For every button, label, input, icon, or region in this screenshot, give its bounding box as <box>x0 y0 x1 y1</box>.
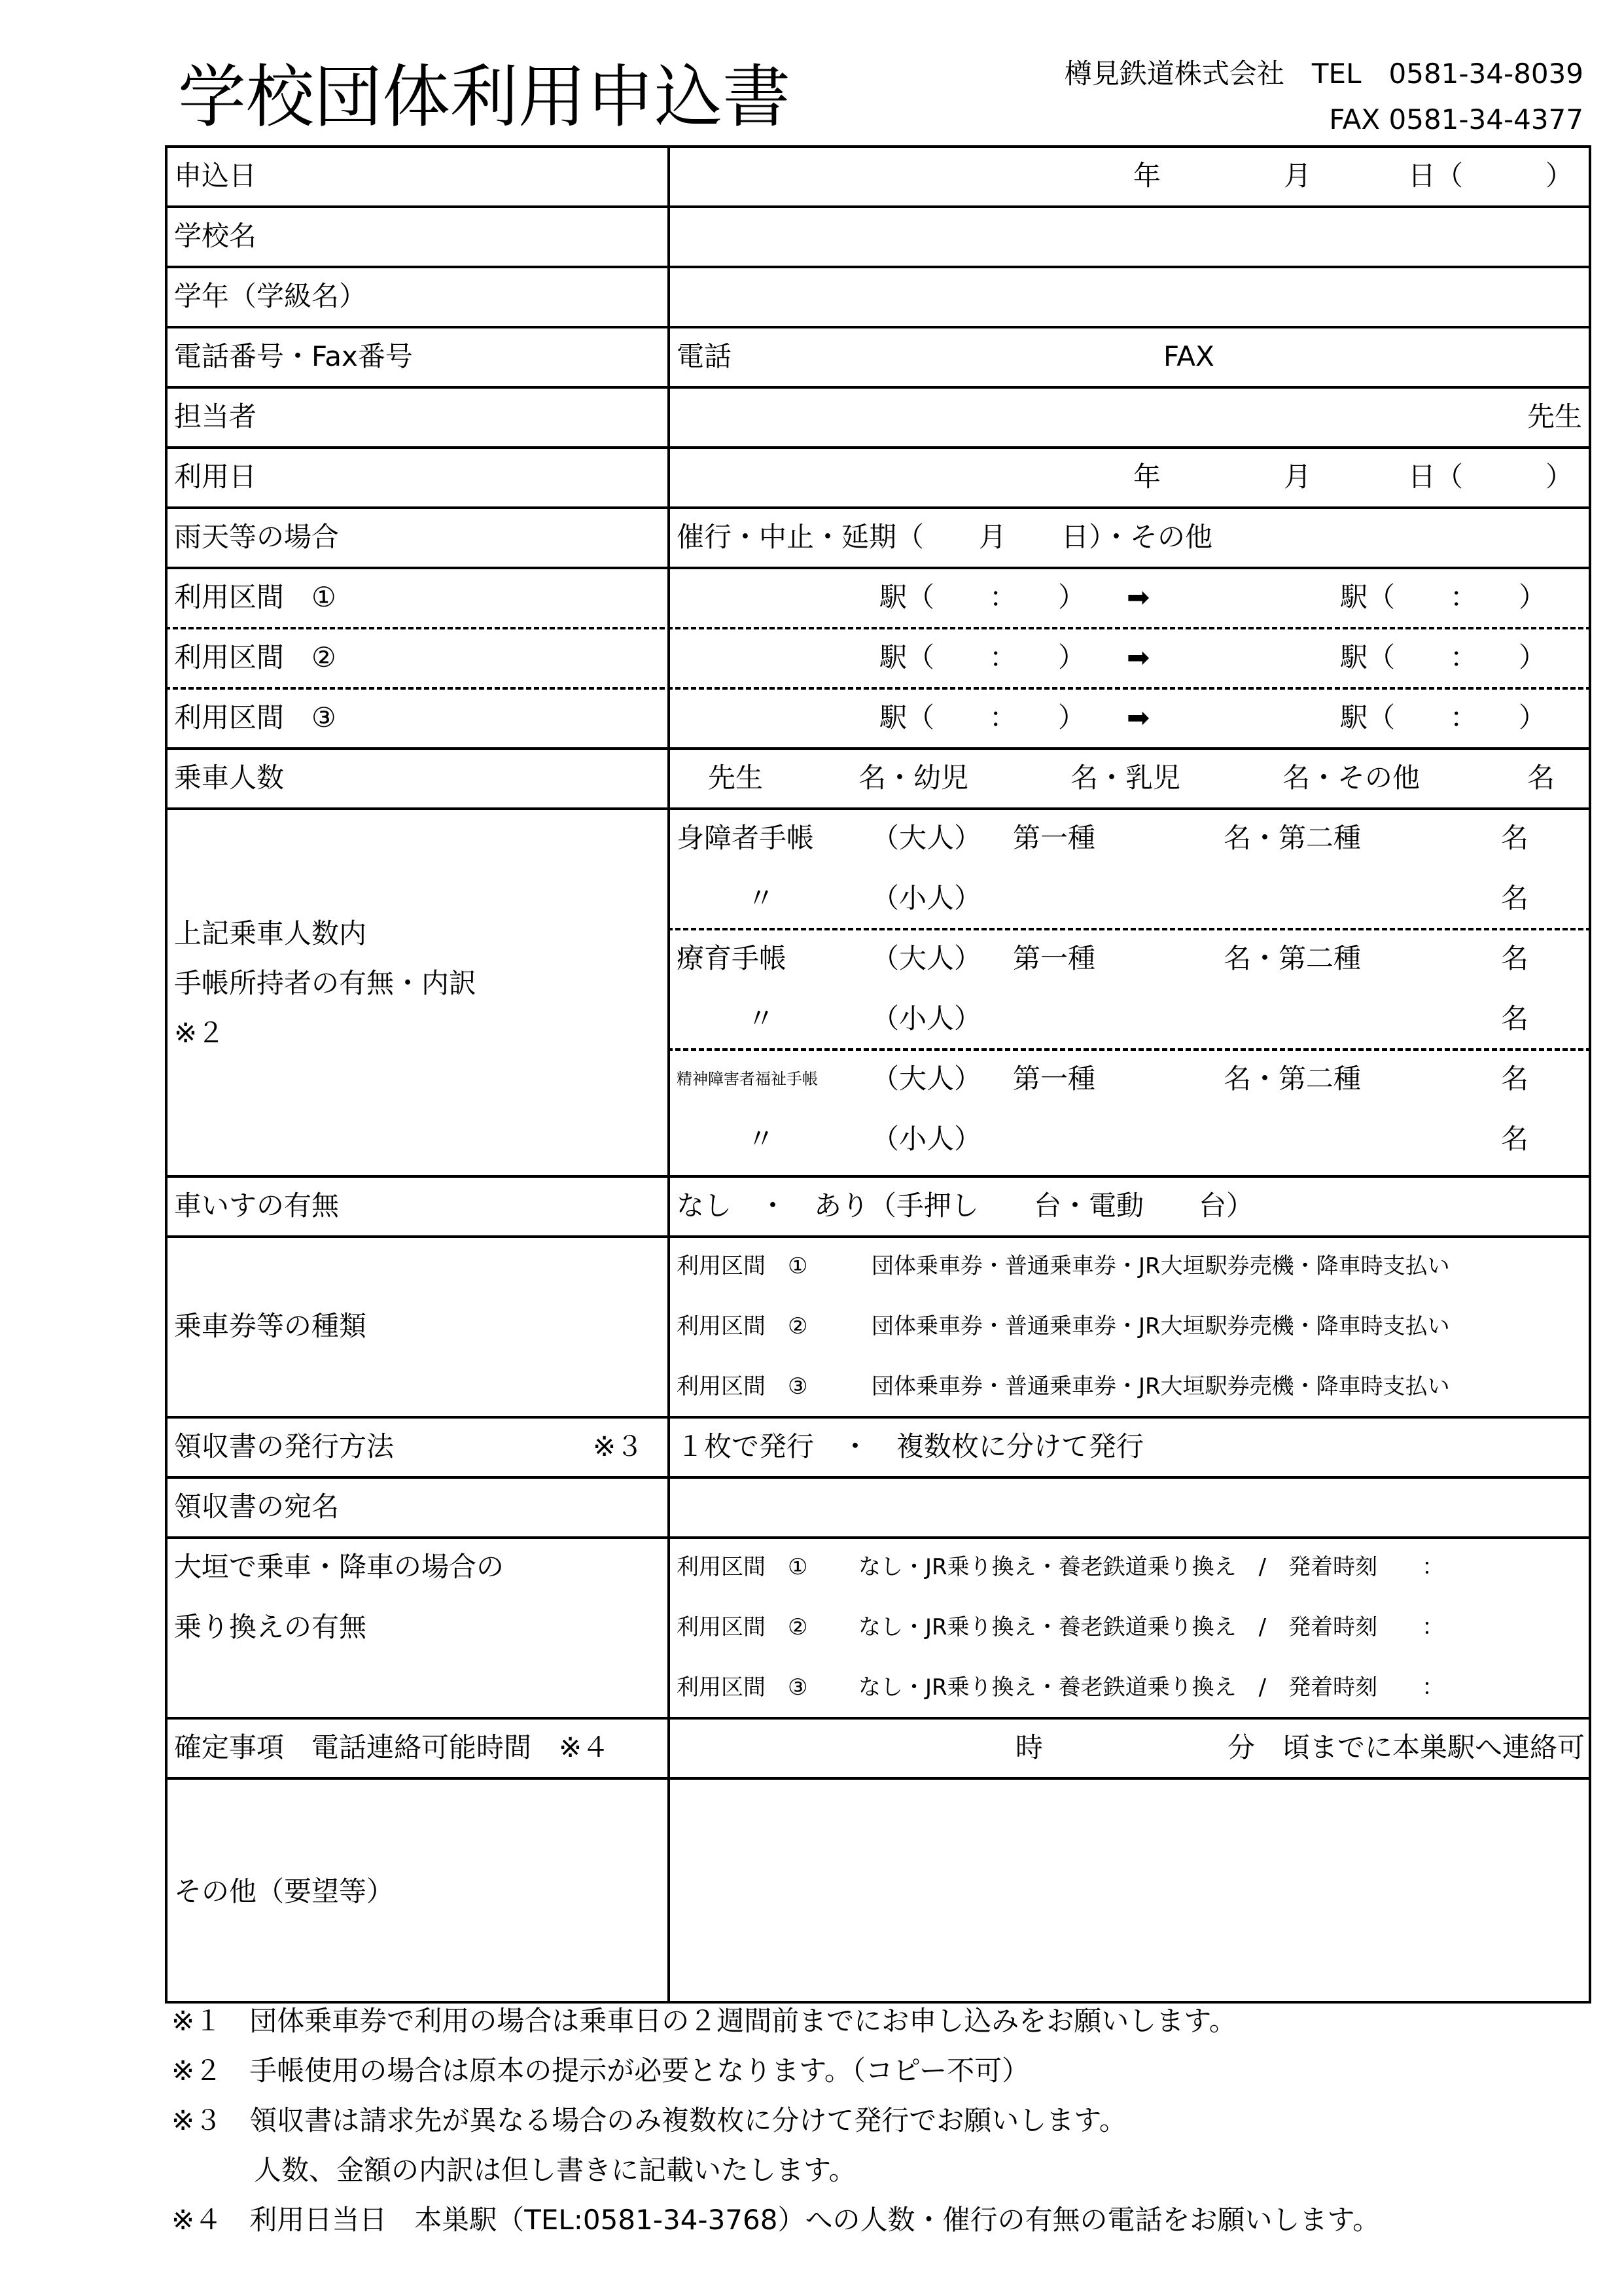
ticket-options-1[interactable]: 団体乗車券・普通乗車券・JR大垣駅券売機・降車時支払い <box>872 1253 1450 1279</box>
phone-fax[interactable]: FAX <box>1163 340 1214 372</box>
rain-label: 雨天等の場合 <box>174 521 340 553</box>
passengers-label: 乗車人数 <box>174 762 285 794</box>
ticket-section-2: 利用区間 ② <box>677 1313 808 1339</box>
confirm-minute[interactable]: 分 頃までに本巣駅へ連絡可 <box>1227 1731 1585 1763</box>
transfer-label-line-1: 大垣で乗車・降車の場合の <box>174 1551 504 1583</box>
wheelchair-options[interactable]: なし ・ あり（手押し 台・電動 台） <box>677 1190 1254 1222</box>
transfer-options-1[interactable]: なし・JR乗り換え・養老鉄道乗り換え / 発着時刻 ： <box>858 1554 1445 1580</box>
app-date-month[interactable]: 月 <box>1284 160 1312 192</box>
handbook-label-line-1: 上記乗車人数内 <box>174 917 367 949</box>
section-3-label: 利用区間 ③ <box>174 701 336 733</box>
other-label: その他（要望等） <box>174 1875 395 1907</box>
receipt-addr-field[interactable] <box>675 1481 1585 1534</box>
passengers-other[interactable]: 名・その他 <box>1282 762 1421 794</box>
footnote-3: ※３ 領収書は請求先が異なる場合のみ複数枚に分けて発行でお願いします。 <box>171 2104 1127 2136</box>
transfer-options-3[interactable]: なし・JR乗り換え・養老鉄道乗り換え / 発着時刻 ： <box>858 1674 1445 1701</box>
section-1-to[interactable]: 駅（ ： ） <box>1340 581 1547 613</box>
handbook-physical-child-end: 名 <box>1501 882 1529 914</box>
receipt-note: ※３ <box>593 1430 644 1462</box>
page-title: 学校団体利用申込書 <box>178 57 791 137</box>
handbook-physical-child-name: 〃 <box>747 882 775 914</box>
passengers-infant[interactable]: 名・幼児 <box>858 762 969 794</box>
person-suffix: 先生 <box>1527 400 1582 433</box>
handbook-mental-child-end: 名 <box>1501 1123 1529 1155</box>
handbook-label-line-3: ※２ <box>174 1017 225 1049</box>
rain-options[interactable]: 催行・中止・延期（ 月 日）・その他 <box>677 521 1213 553</box>
receipt-label: 領収書の発行方法 <box>174 1430 395 1462</box>
passengers-baby[interactable]: 名・乳児 <box>1070 762 1181 794</box>
footnote-1: ※１ 団体乗車券で利用の場合は乗車日の２週間前までにお申し込みをお願いします。 <box>171 2005 1237 2037</box>
other-field[interactable] <box>675 1784 1585 1997</box>
person-label: 担当者 <box>174 400 257 433</box>
handbook-rehab-type2[interactable]: 名・第二種 <box>1224 942 1362 974</box>
section-1-from[interactable]: 駅（ ： ） <box>879 581 1086 613</box>
phone-label: 電話番号・Fax番号 <box>174 340 413 372</box>
use-date-month[interactable]: 月 <box>1284 461 1312 493</box>
handbook-rehab-age: （大人） <box>872 942 982 974</box>
transfer-label-line-2: 乗り換えの有無 <box>174 1611 367 1643</box>
transfer-section-1: 利用区間 ① <box>677 1554 808 1580</box>
handbook-rehab-name: 療育手帳 <box>677 942 787 974</box>
handbook-rehab-type1[interactable]: 第一種 <box>1013 942 1096 974</box>
passengers-end: 名 <box>1527 762 1555 794</box>
handbook-mental-age: （大人） <box>872 1063 982 1095</box>
application-form <box>165 145 1591 2004</box>
section-2-arrow-icon: ➡ <box>1127 641 1150 673</box>
handbook-mental-type1[interactable]: 第一種 <box>1013 1063 1096 1095</box>
wheelchair-label: 車いすの有無 <box>174 1190 340 1222</box>
ticket-section-1: 利用区間 ① <box>677 1253 808 1279</box>
handbook-physical-type2[interactable]: 名・第二種 <box>1224 822 1362 854</box>
handbook-label-line-2: 手帳所持者の有無・内訳 <box>174 967 477 999</box>
handbook-mental-end: 名 <box>1501 1063 1529 1095</box>
footnote-3-cont: 人数、金額の内訳は但し書きに記載いたします。 <box>171 2154 856 2186</box>
section-2-to[interactable]: 駅（ ： ） <box>1340 641 1547 673</box>
receipt-addr-label: 領収書の宛名 <box>174 1491 340 1523</box>
phone-tel[interactable]: 電話 <box>677 340 732 372</box>
handbook-mental-child-age: （小人） <box>872 1123 982 1155</box>
handbook-physical-name: 身障者手帳 <box>677 822 815 854</box>
confirm-hour[interactable]: 時 <box>1015 1731 1044 1763</box>
handbook-physical-age: （大人） <box>872 822 982 854</box>
confirm-label: 確定事項 電話連絡可能時間 ※４ <box>174 1731 610 1763</box>
handbook-rehab-child-end: 名 <box>1501 1002 1529 1034</box>
handbook-mental-type2[interactable]: 名・第二種 <box>1224 1063 1362 1095</box>
ticket-options-2[interactable]: 団体乗車券・普通乗車券・JR大垣駅券売機・降車時支払い <box>872 1313 1450 1339</box>
use-date-day[interactable]: 日（ ） <box>1408 461 1574 493</box>
use-date-label: 利用日 <box>174 461 257 493</box>
section-2-label: 利用区間 ② <box>174 641 336 673</box>
ticket-label: 乗車券等の種類 <box>174 1310 367 1342</box>
app-date-year[interactable]: 年 <box>1133 160 1161 192</box>
section-1-arrow-icon: ➡ <box>1127 581 1150 613</box>
grade-label: 学年（学級名） <box>174 280 367 312</box>
transfer-section-3: 利用区間 ③ <box>677 1674 808 1701</box>
school-label: 学校名 <box>174 220 257 252</box>
handbook-physical-end: 名 <box>1501 822 1529 854</box>
school-field[interactable] <box>675 211 1585 263</box>
section-3-arrow-icon: ➡ <box>1127 701 1150 733</box>
receipt-options[interactable]: １枚で発行 ・ 複数枚に分けて発行 <box>677 1430 1144 1462</box>
section-3-from[interactable]: 駅（ ： ） <box>879 701 1086 733</box>
transfer-options-2[interactable]: なし・JR乗り換え・養老鉄道乗り換え / 発着時刻 ： <box>858 1614 1445 1640</box>
app-date-label: 申込日 <box>174 160 257 192</box>
handbook-mental-child-name: 〃 <box>747 1123 775 1155</box>
handbook-rehab-child-name: 〃 <box>747 1002 775 1034</box>
grade-field[interactable] <box>675 271 1585 323</box>
section-1-label: 利用区間 ① <box>174 581 336 613</box>
section-2-from[interactable]: 駅（ ： ） <box>879 641 1086 673</box>
ticket-options-3[interactable]: 団体乗車券・普通乗車券・JR大垣駅券売機・降車時支払い <box>872 1373 1450 1400</box>
transfer-section-2: 利用区間 ② <box>677 1614 808 1640</box>
app-date-day[interactable]: 日（ ） <box>1408 160 1574 192</box>
handbook-rehab-end: 名 <box>1501 942 1529 974</box>
company-tel: 樽見鉄道株式会社 TEL 0581-34-8039 <box>1064 58 1583 90</box>
handbook-rehab-child-age: （小人） <box>872 1002 982 1034</box>
ticket-section-3: 利用区間 ③ <box>677 1373 808 1400</box>
company-fax: FAX 0581-34-4377 <box>1329 103 1583 135</box>
section-3-to[interactable]: 駅（ ： ） <box>1340 701 1547 733</box>
use-date-year[interactable]: 年 <box>1133 461 1161 493</box>
footnote-4: ※４ 利用日当日 本巣駅（TEL:0581-34-3768）への人数・催行の有無の電話をお願いします。 <box>171 2204 1381 2236</box>
footnote-2: ※２ 手帳使用の場合は原本の提示が必要となります。（コピー不可） <box>171 2055 1030 2087</box>
handbook-mental-name: 精神障害者福祉手帳 <box>677 1070 818 1088</box>
passengers-teacher[interactable]: 先生 <box>708 762 764 794</box>
handbook-physical-child-age: （小人） <box>872 882 982 914</box>
handbook-physical-type1[interactable]: 第一種 <box>1013 822 1096 854</box>
